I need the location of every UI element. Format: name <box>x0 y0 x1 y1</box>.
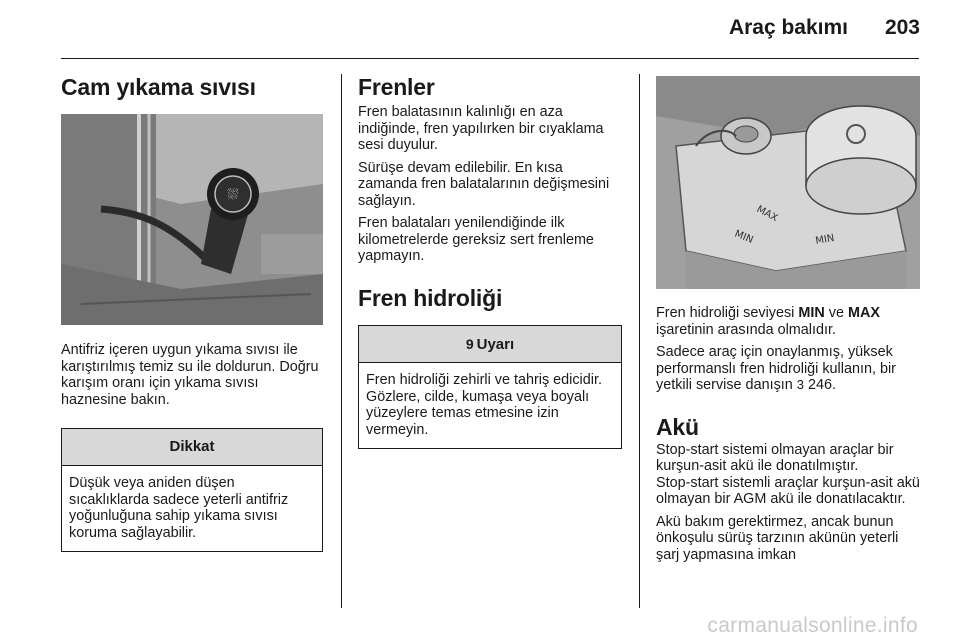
battery-text-1: Stop-start sistemi olmayan araçlar bir kurşun-asit akü ile donatılmıştır. <box>656 441 894 475</box>
page-reference-icon: 3 <box>796 377 804 392</box>
brake-fluid-heading: Fren hidroliği <box>358 284 503 311</box>
section-title: Araç bakımı <box>728 16 848 39</box>
column-brake-fluid-battery <box>656 74 920 563</box>
column-washer-fluid <box>61 74 323 552</box>
brakes-text-2: Sürüşe devam edilebilir. En kısa zamanda fren balatalarının değişmesini sağlayın. <box>358 159 610 209</box>
page-reference: 246. <box>804 377 837 393</box>
battery-text-2: Stop-start sistemli araçlar kurşun-asit akü olmayan bir AGM akü ile donatılacaktır. <box>656 474 920 508</box>
warning-header <box>359 326 621 363</box>
column-divider-left <box>341 74 342 608</box>
page-number: 203 <box>884 16 920 39</box>
watermark: carmanualsonline.info <box>707 614 918 637</box>
min-mark-left-label: MIN <box>732 228 755 246</box>
svg-text:⛆: ⛆ <box>227 187 239 204</box>
min-label: MIN <box>798 305 825 321</box>
warning-title: Uyarı <box>476 336 515 354</box>
battery-heading: Akü <box>656 413 699 440</box>
brake-fluid-type-text: Sadece araç için onaylanmış, yüksek performanslı fren hidroliği kullanın, bir yetkili servise danışın 3 246. <box>656 344 896 393</box>
brakes-heading: Frenler <box>358 74 435 100</box>
notice-box <box>61 428 323 552</box>
washer-fluid-text: Antifriz içeren uygun yıkama sıvısı ile karıştırılmış temiz su ile doldurun. Doğru karışım oranı için yıkama sıvısı haznesine bakın. <box>61 342 319 408</box>
brake-fluid-level-text: Fren hidroliği seviyesi MIN ve MAX işaretinin arasında olmalıdır. <box>656 305 880 338</box>
notice-title: Dikkat <box>62 429 322 466</box>
max-label: MAX <box>847 305 880 321</box>
header-rule <box>61 58 919 59</box>
column-brakes <box>358 74 622 449</box>
column-divider-right <box>639 74 640 608</box>
washer-fluid-heading: Cam yıkama sıvısı <box>61 74 256 100</box>
notice-body: Düşük veya aniden düşen sıcaklıklarda sadece yeterli antifriz yoğunluğuna sahip yıkama sıvısı koruma sağlayabilir. <box>69 475 289 541</box>
brakes-text-3: Fren balataları yenilendiğinde ilk kilometrelerde gereksiz sert frenleme yapmayın. <box>358 215 594 265</box>
max-mark-label: MAX <box>754 203 780 225</box>
warning-body: Fren hidroliği zehirli ve tahriş edicidir. Gözlere, cilde, kumaşa veya boyalı yüzeylere temas etmesine izin vermeyin. <box>366 372 602 438</box>
min-mark-right-label: MIN <box>814 232 836 247</box>
brakes-text-1: Fren balatasının kalınlığı en aza indiğinde, fren yapılırken bir cıyaklama sesi duyulur. <box>358 104 604 154</box>
warning-box <box>358 325 622 449</box>
warning-icon: 9 <box>465 336 474 353</box>
battery-text-3: Akü bakım gerektirmez, ancak bunun önkoşulu sürüş tarzının akünün yeterli şarj yapmasına imkan <box>656 513 899 563</box>
washer-reservoir-photo <box>61 114 323 325</box>
brake-fluid-reservoir-photo <box>656 76 920 289</box>
